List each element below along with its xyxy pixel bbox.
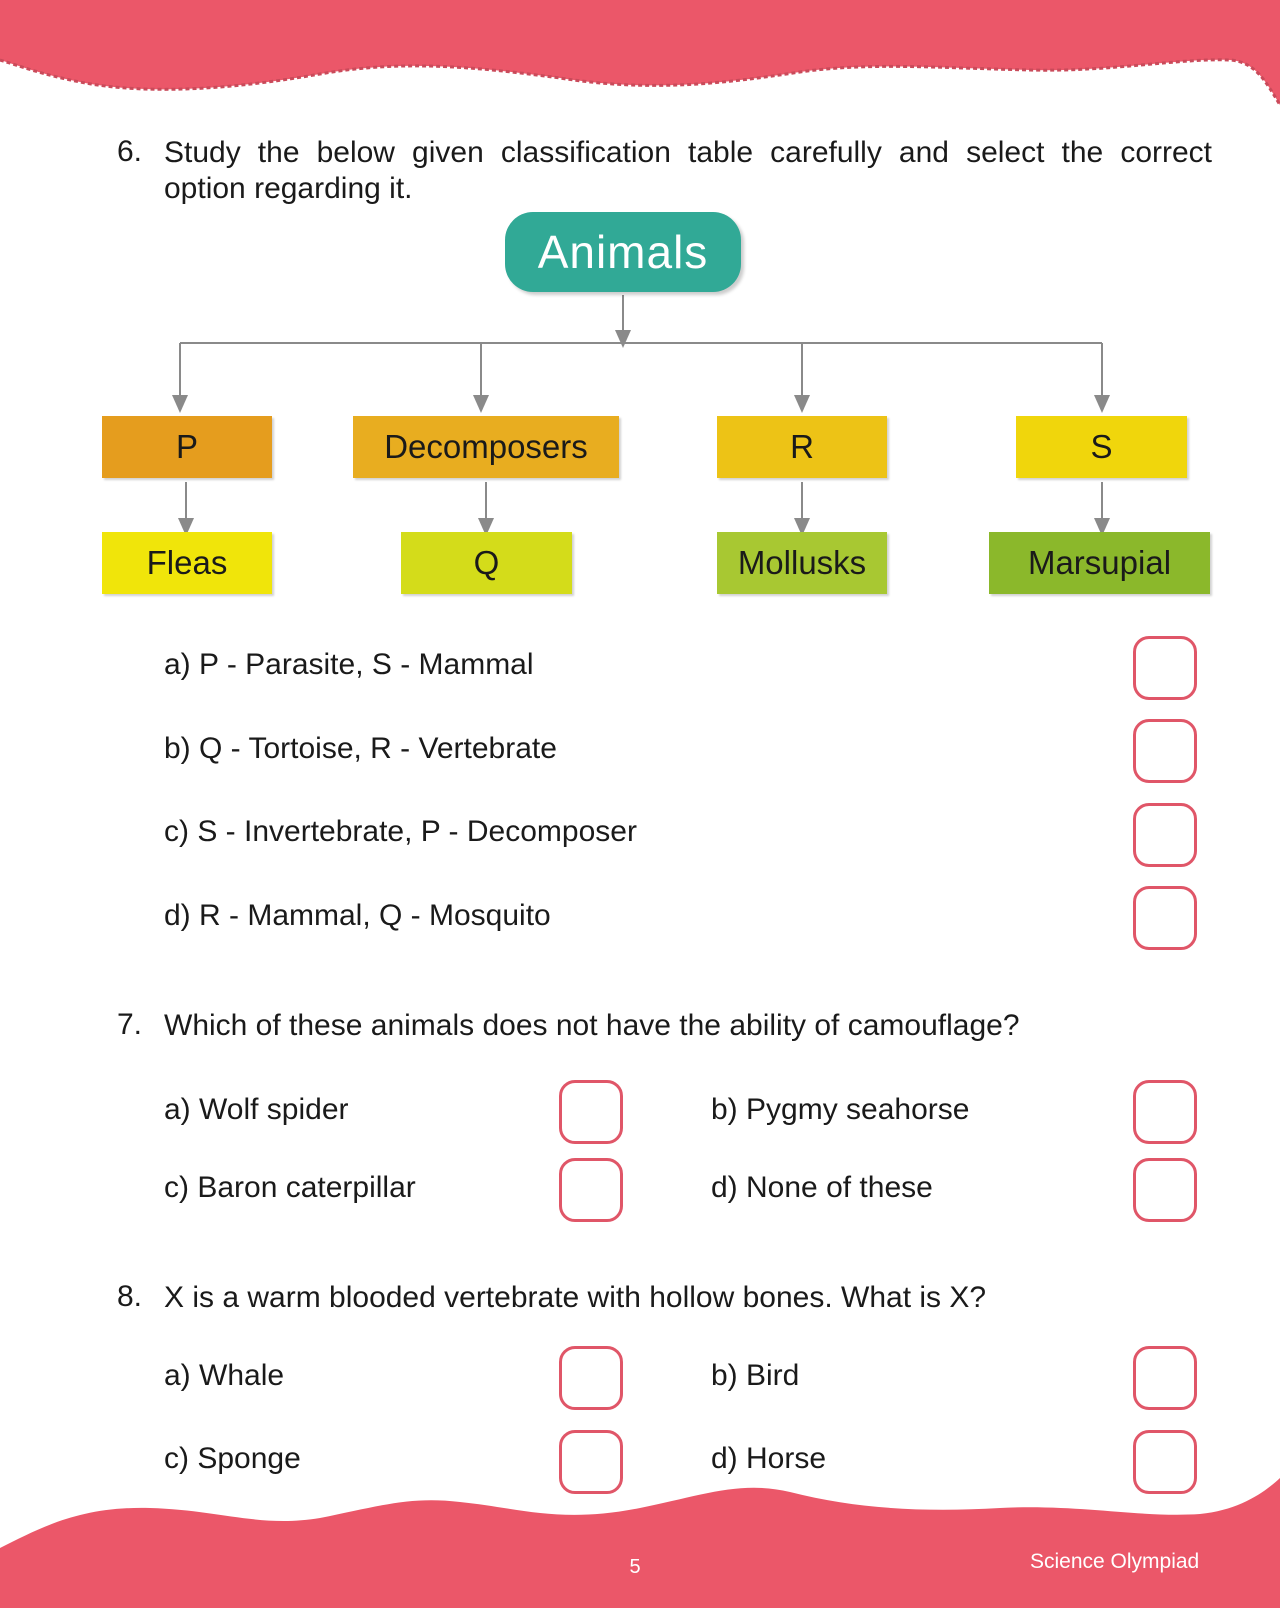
q7-option-b-checkbox[interactable]: [1133, 1080, 1197, 1144]
classification-connectors: [0, 0, 1280, 600]
diagram-root-animals: Animals: [505, 212, 741, 292]
q8-option-d-checkbox[interactable]: [1133, 1430, 1197, 1494]
q8-option-c: c) Sponge: [164, 1442, 301, 1475]
q7-option-d-checkbox[interactable]: [1133, 1158, 1197, 1222]
question-6-text-line1: Study the below given classification table carefully and select the correct: [164, 136, 1212, 169]
q6-option-d-checkbox[interactable]: [1133, 886, 1197, 950]
question-6-text-line2: option regarding it.: [164, 172, 413, 205]
diagram-box-fleas: Fleas: [102, 532, 272, 594]
q6-option-a: a) P - Parasite, S - Mammal: [164, 648, 534, 681]
q8-option-a-checkbox[interactable]: [559, 1346, 623, 1410]
q7-option-c-checkbox[interactable]: [559, 1158, 623, 1222]
diagram-box-s: S: [1016, 416, 1187, 478]
question-8-text: X is a warm blooded vertebrate with hollow bones. What is X?: [164, 1281, 987, 1314]
q7-option-c: c) Baron caterpillar: [164, 1171, 416, 1204]
question-7-number: 7.: [117, 1008, 143, 1041]
q7-option-d: d) None of these: [711, 1171, 933, 1204]
q8-option-b-checkbox[interactable]: [1133, 1346, 1197, 1410]
question-8-number: 8.: [117, 1280, 143, 1313]
question-7-text: Which of these animals does not have the ability of camouflage?: [164, 1009, 1020, 1042]
q8-option-a: a) Whale: [164, 1359, 285, 1392]
diagram-box-decomposers: Decomposers: [353, 416, 619, 478]
q8-option-c-checkbox[interactable]: [559, 1430, 623, 1494]
q7-option-a: a) Wolf spider: [164, 1093, 349, 1126]
q7-option-a-checkbox[interactable]: [559, 1080, 623, 1144]
question-6-number: 6.: [117, 135, 143, 168]
diagram-box-r: R: [717, 416, 887, 478]
q6-option-c: c) S - Invertebrate, P - Decomposer: [164, 815, 637, 848]
diagram-box-q: Q: [401, 532, 572, 594]
q8-option-b: b) Bird: [711, 1359, 800, 1392]
q7-option-b: b) Pygmy seahorse: [711, 1093, 970, 1126]
bottom-wave-banner: [0, 1478, 1280, 1608]
q6-option-c-checkbox[interactable]: [1133, 803, 1197, 867]
diagram-box-p: P: [102, 416, 272, 478]
diagram-box-mollusks: Mollusks: [717, 532, 887, 594]
page-number: 5: [629, 1556, 641, 1578]
diagram-box-marsupial: Marsupial: [989, 532, 1210, 594]
q6-option-d: d) R - Mammal, Q - Mosquito: [164, 899, 551, 932]
q6-option-b: b) Q - Tortoise, R - Vertebrate: [164, 732, 557, 765]
footer-book-title: Science Olympiad: [1030, 1550, 1200, 1573]
q8-option-d: d) Horse: [711, 1442, 827, 1475]
q6-option-a-checkbox[interactable]: [1133, 636, 1197, 700]
q6-option-b-checkbox[interactable]: [1133, 719, 1197, 783]
